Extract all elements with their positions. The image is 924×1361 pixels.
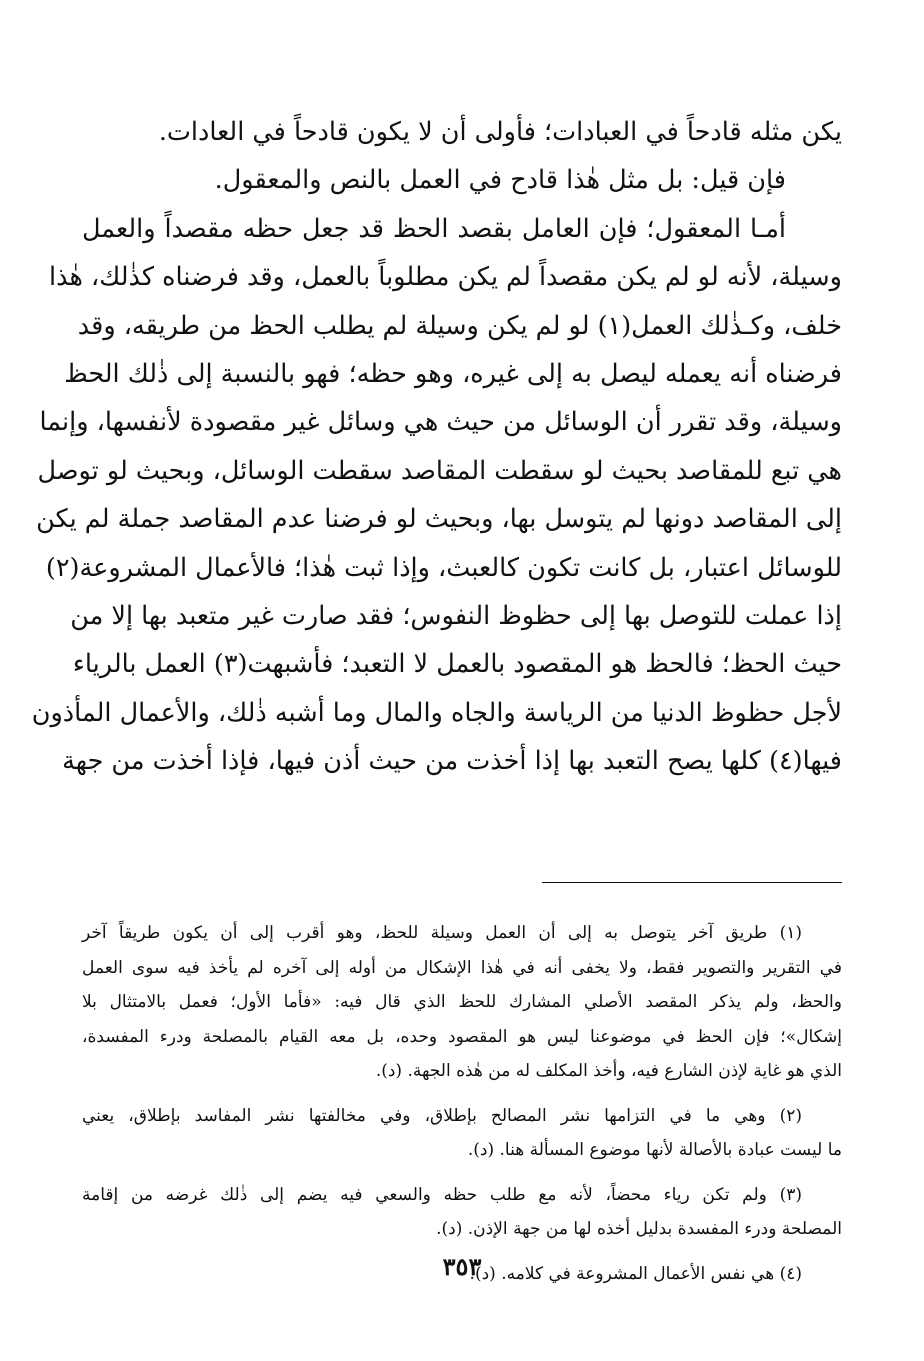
footnote-line: إشكال»؛ فإن الحظ في موضوعنا ليس هو المقصود وحده، بل معه القيام بالمصلحة ودرء المفسدة، xyxy=(82,1026,842,1047)
footnote-line: (١) طريق آخر يتوصل به إلى أن العمل وسيلة للحظ، وهو أقرب إلى أن يكون طريقاً آخر xyxy=(82,923,802,943)
text-line: للوسائل اعتبار، بل كانت تكون كالعبث، وإذا ثبت هٰذا؛ فالأعمال المشروعة(٢) xyxy=(45,552,842,583)
text-line: وسيلة، وقد تقرر أن الوسائل من حيث هي وسائل غير مقصودة لأنفسها، وإنما xyxy=(39,407,842,438)
footnote-line: المصلحة ودرء المفسدة بدليل أخذه لها من جهة الإذن. (د). xyxy=(436,1219,842,1239)
main-text xyxy=(31,108,842,786)
text-line: خلف، وكـذٰلك العمل(١) لو لم يكن وسيلة لم يطلب الحظ من طريقه، وقد xyxy=(77,310,842,341)
footnote-line: (٢) وهي ما في التزامها نشر المصالح بإطلاق، وفي مخالفتها نشر المفاسد بإطلاق، يعني xyxy=(82,1105,802,1126)
footnote-line: (٤) هي نفس الأعمال المشروعة في كلامه. (د). xyxy=(469,1263,802,1284)
text-line: إلى المقاصد دونها لم يتوسل بها، وبحيث لو فرضنا عدم المقاصد جملة لم يكن xyxy=(36,504,842,535)
footnote-line: (٣) ولم تكن رياء محضاً، لأنه مع طلب حظه والسعي فيه يضم إلى ذٰلك غرضه من إقامة xyxy=(82,1184,802,1205)
text-line: هي تبع للمقاصد بحيث لو سقطت المقاصد سقطت الوسائل، وبحيث لو توصل xyxy=(37,455,842,486)
text-line: أمـا المعقول؛ فإن العامل بقصد الحظ قد جعل حظه مقصداً والعمل xyxy=(82,213,786,244)
footnote-divider xyxy=(542,882,842,883)
footnotes xyxy=(82,916,842,1301)
footnote-line: الذي هو غاية لإذن الشارع فيه، وأخذ المكلف له من هٰذه الجهة. (د). xyxy=(375,1061,842,1081)
text-line: وسيلة، لأنه لو لم يكن مقصداً لم يكن مطلوباً بالعمل، وقد فرضناه كذٰلك، هٰذا xyxy=(49,262,842,293)
footnote-line: في التقرير والتصوير فقط، ولا يخفى أنه في هٰذا الإشكال من أوله إلى آخره لم يأخذ فيه سوى العمل xyxy=(82,957,842,978)
footnote-line: ما ليست عبادة بالأصالة لأنها موضوع المسألة هنا. (د). xyxy=(467,1140,842,1160)
text-line: فيها(٤) كلها يصح التعبد بها إذا أخذت من حيث أذن فيها، فإذا أخذت من جهة xyxy=(62,746,842,777)
text-line: حيث الحظ؛ فالحظ هو المقصود بالعمل لا التعبد؛ فأشبهت(٣) العمل بالرياء xyxy=(72,649,842,680)
footnote-line: والحظ، ولم يذكر المقصد الأصلي المشارك للحظ الذي قال فيه: «فأما الأول؛ فعمل بالامتثال بلا xyxy=(82,992,842,1012)
text-line: إذا عملت للتوصل بها إلى حظوظ النفوس؛ فقد صارت غير متعبد بها إلا من xyxy=(70,601,842,632)
text-line: فرضناه أنه يعمله ليصل به إلى غيره، وهو حظه؛ فهو بالنسبة إلى ذٰلك الحظ xyxy=(64,359,842,390)
page-number: ٣٥٣ xyxy=(442,1252,482,1281)
footnote-2 xyxy=(82,1099,842,1168)
text-line: لأجل حظوظ الدنيا من الرياسة والجاه والمال وما أشبه ذٰلك، والأعمال المأذون xyxy=(31,697,842,728)
footnote-3 xyxy=(82,1178,842,1247)
footnote-1 xyxy=(82,916,842,1089)
text-line: يكن مثله قادحاً في العبادات؛ فأولى أن لا يكون قادحاً في العادات. xyxy=(158,117,842,147)
text-line: فإن قيل: بل مثل هٰذا قادح في العمل بالنص والمعقول. xyxy=(214,165,786,196)
